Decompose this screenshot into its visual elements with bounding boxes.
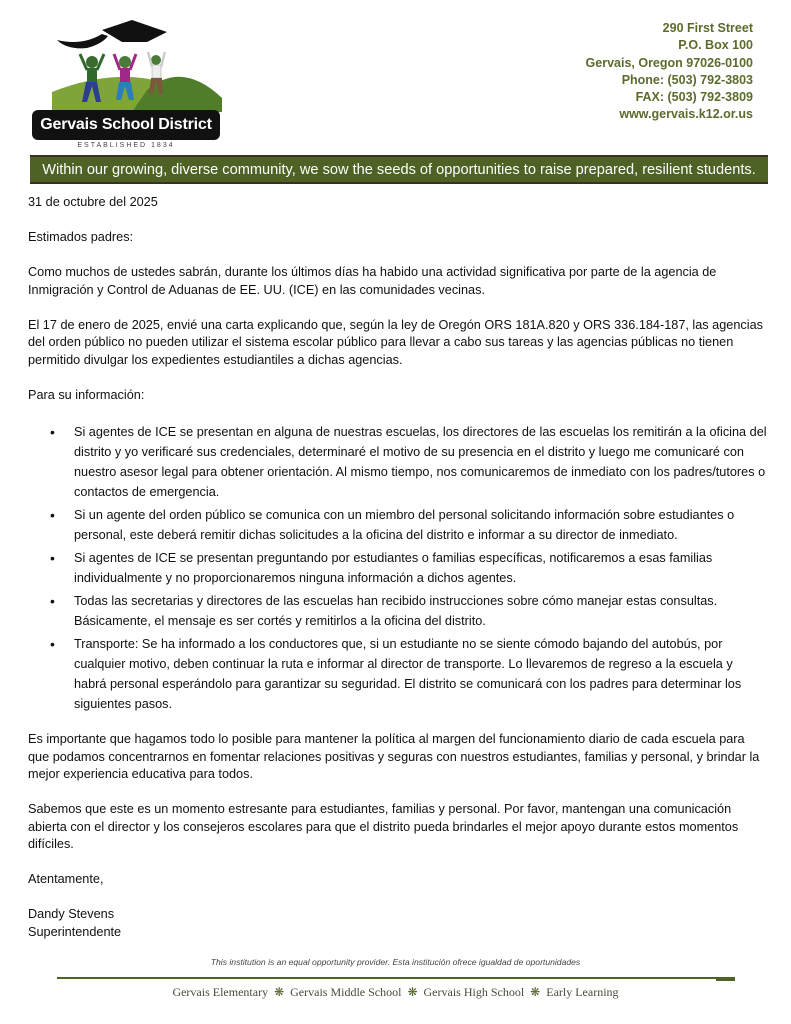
- letter-body: [28, 194, 768, 941]
- letter-paragraph: Sabemos que este es un momento estresante para estudiantes, familias y personal. Por favor, mantengan una comunicación abierta con el director y los consejeros escolares para que el distrito pueda brindarles el mejor apoyo durante estos momentos difíciles.: [28, 802, 739, 851]
- letter-paragraph: El 17 de enero de 2025, envié una carta explicando que, según la ley de Oregón ORS 181A.820 y ORS 336.184-187, las agencias del orden público no pueden utilizar el sistema escolar público para llevar a cabo sus tareas y las agencias públicas no tienen permitido divulgar los expedientes estudiantiles a dichas agencias.: [28, 317, 763, 367]
- letter-paragraph-intro: Para su información:: [28, 387, 145, 402]
- signer-name: Dandy Stevens: [28, 907, 115, 921]
- footer-divider-accent: [716, 977, 735, 981]
- bullet-item: • Transporte: Se ha informado a los conductores que, si un estudiante no se siente cómodo bajando del autobús, por cualquier motivo, deben continuar la ruta e informar al director de transporte. Lo llevaremos de regreso a la escuela y habrá personal esperándolo para garantizar su seguridad. El distrito se comunicará con los padres para determinar los siguientes pasos.: [74, 634, 768, 714]
- footer-divider: [57, 977, 734, 979]
- address-website[interactable]: www.gervais.k12.or.us: [619, 107, 753, 122]
- flower-separator-icon: ❋: [274, 985, 285, 999]
- letter-greeting: Estimados padres:: [28, 230, 134, 244]
- mission-tagline-banner: Within our growing, diverse community, we sow the seeds of opportunities to raise prepared, resilient students.: [30, 155, 768, 184]
- signer-title: Superintendente: [28, 924, 122, 939]
- signature-block: [28, 906, 768, 941]
- school-name: Early Learning: [546, 985, 619, 999]
- graduation-kids-icon: [52, 20, 222, 112]
- school-name: Gervais Middle School: [290, 985, 402, 999]
- address-po-box: P.O. Box 100: [678, 38, 753, 53]
- address-phone: Phone: (503) 792-3803: [621, 72, 753, 87]
- flower-separator-icon: ❋: [530, 985, 541, 999]
- district-logo: [32, 20, 222, 150]
- footer-schools-list: [0, 985, 791, 1000]
- address-city: Gervais, Oregon 97026-0100: [585, 55, 753, 70]
- letter-date: 31 de octubre del 2025: [28, 195, 158, 209]
- bullet-item: • Si un agente del orden público se comunica con un miembro del personal solicitando información sobre estudiantes o personal, este deberá remitir dichas solicitudes a la oficina del distrito e informar a su director de inmediato.: [74, 505, 768, 545]
- school-name: Gervais Elementary: [172, 985, 269, 999]
- flower-separator-icon: ❋: [407, 985, 418, 999]
- logo-district-name: Gervais School District: [32, 110, 220, 140]
- equal-opportunity-statement: This institution is an equal opportunity provider. Esta institución ofrece igualdad de oportunidades: [210, 957, 581, 967]
- bullet-item: • Si agentes de ICE se presentan preguntando por estudiantes o familias específicas, notificaremos a esas familias individualmente y no proporcionaremos ninguna información a dichos agentes.: [74, 548, 768, 588]
- school-name: Gervais High School: [423, 985, 525, 999]
- district-address: [586, 20, 753, 124]
- letter-signoff: Atentamente,: [28, 872, 104, 886]
- info-bullet-list: [28, 422, 768, 714]
- logo-established: ESTABLISHED 1834: [77, 142, 175, 149]
- address-fax: FAX: (503) 792-3809: [635, 90, 753, 105]
- bullet-item: • Todas las secretarias y directores de las escuelas han recibido instrucciones sobre cómo manejar estas consultas. Básicamente, el mensaje es ser cortés y remitirlos a la oficina del distrito.: [74, 591, 768, 631]
- letter-paragraph: Como muchos de ustedes sabrán, durante los últimos días ha habido una actividad significativa por parte de la agencia de Inmigración y Control de Aduanas de EE. UU. (ICE) en las comunidades vecinas.: [28, 265, 717, 297]
- letter-paragraph: Es importante que hagamos todo lo posible para mantener la política al margen del funcionamiento diario de cada escuela para que podamos concentrarnos en fomentar relaciones positivas y seguras con nuestros estudiantes, familias y personal, y brindar la mejor experiencia educativa para todos.: [28, 732, 760, 781]
- bullet-item: • Si agentes de ICE se presentan en alguna de nuestras escuelas, los directores de las escuelas los remitirán a la oficina del distrito y yo verificaré sus credenciales, determinaré el motivo de su presencia en el distrito y luego me comunicaré con nuestro asesor legal para obtener orientación. Al mismo tiempo, nos comunicaremos de inmediato con los padres/tutores o contactos de emergencia.: [74, 422, 768, 502]
- address-street: 290 First Street: [662, 21, 753, 35]
